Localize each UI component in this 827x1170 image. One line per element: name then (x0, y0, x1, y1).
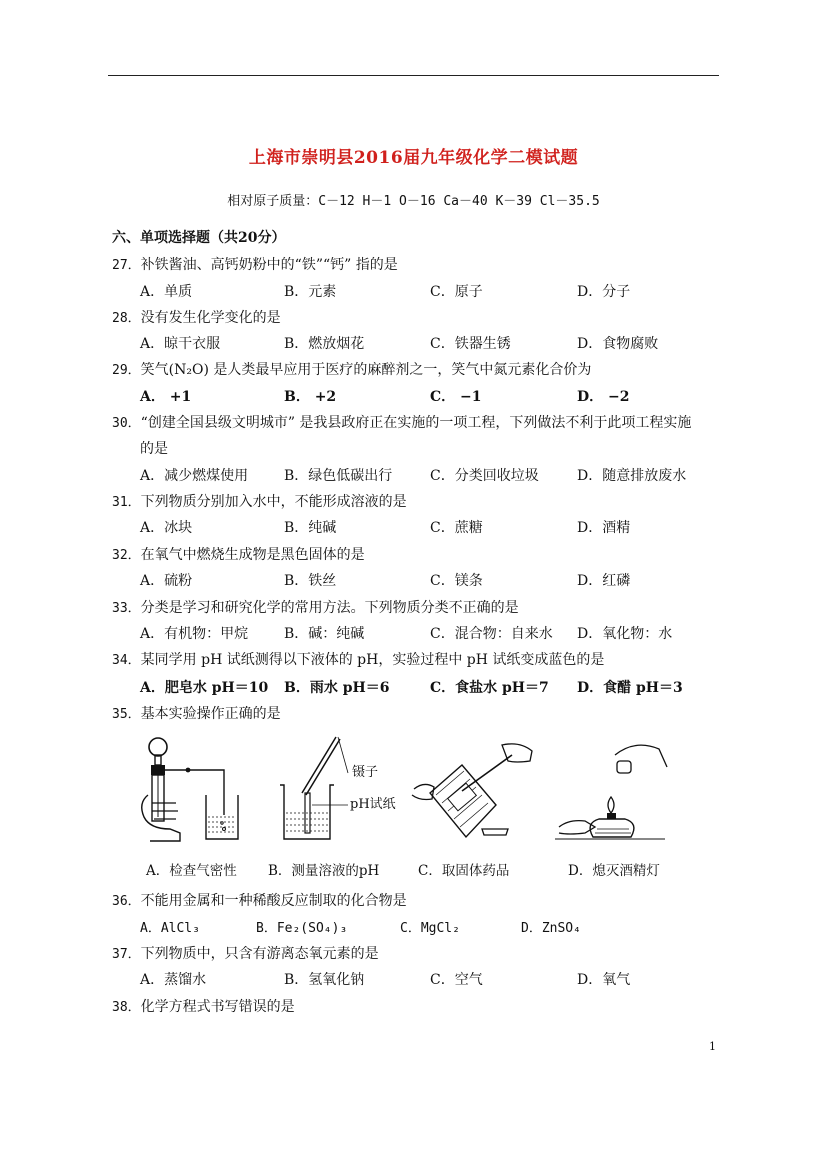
question-35 (112, 703, 281, 723)
question-text: 分类是学习和研究化学的常用方法。下列物质分类不正确的是 (140, 600, 519, 616)
question-text: 不能用金属和一种稀酸反应制取的化合物是 (140, 893, 407, 909)
option-d: D．食物腐败 (577, 336, 659, 352)
option-b: B．燃放烟花 (284, 336, 365, 352)
option-d: D．酒精 (577, 520, 631, 536)
question-number: 37． (112, 947, 141, 962)
question-32 (112, 544, 365, 564)
label-ph-paper: pH试纸 (350, 797, 396, 812)
question-text: 在氧气中燃烧生成物是黑色固体的是 (140, 547, 365, 563)
option-d: D．随意排放废水 (577, 468, 687, 484)
figure-extinguish-lamp (555, 733, 675, 843)
option-d: D．氧气 (577, 972, 631, 988)
option-b: B．碱：纯碱 (284, 626, 365, 642)
question-number: 29． (112, 363, 141, 378)
option-d: D．熄灭酒精灯 (568, 863, 660, 879)
question-text: “创建全国县级文明城市” 是我县政府正在实施的一项工程，下列做法不利于此项工程实施 (140, 415, 692, 431)
question-number: 35． (112, 707, 141, 722)
option-d: D．红磷 (577, 573, 631, 589)
option-c: C．食盐水 pH＝7 (430, 680, 549, 696)
question-number: 38． (112, 1000, 141, 1015)
option-c: C． −1 (430, 389, 482, 405)
option-d: D．氧化物：水 (577, 626, 673, 642)
option-d: D．食醋 pH＝3 (577, 680, 683, 696)
question-28 (112, 307, 281, 327)
option-a: A．冰块 (140, 520, 193, 536)
option-a: A．蒸馏水 (140, 972, 207, 988)
question-33 (112, 597, 519, 617)
figure-measure-ph (276, 733, 406, 843)
question-text-continued: 的是 (140, 441, 168, 457)
option-a: A．AlCl₃ (140, 921, 200, 936)
question-text: 某同学用 pH 试纸测得以下液体的 pH，实验过程中 pH 试纸变成蓝色的是 (140, 652, 605, 668)
question-text: 下列物质中，只含有游离态氧元素的是 (140, 946, 379, 962)
question-number: 27． (112, 258, 141, 273)
question-30 (112, 412, 691, 432)
question-text: 基本实验操作正确的是 (140, 706, 281, 722)
option-a: A．减少燃煤使用 (140, 468, 249, 484)
question-number: 32． (112, 548, 141, 563)
question-number: 33． (112, 601, 141, 616)
page-title: 上海市崇明县2016届九年级化学二模试题 (248, 148, 579, 168)
option-a: A．肥皂水 pH＝10 (140, 680, 269, 696)
option-b: B．绿色低碳出行 (284, 468, 393, 484)
section-heading: 六、单项选择题（共20分） (112, 230, 286, 246)
atomic-mass-line: 相对原子质量：C－12 H－1 O－16 Ca－40 K－39 Cl－35.5 (227, 194, 600, 209)
option-b: B．雨水 pH＝6 (284, 680, 390, 696)
option-b: B．氢氧化钠 (284, 972, 365, 988)
question-37 (112, 943, 379, 963)
question-38 (112, 996, 295, 1016)
option-c: C．空气 (430, 972, 483, 988)
option-a: A．硫粉 (140, 573, 193, 589)
option-b: B．Fe₂(SO₄)₃ (256, 921, 348, 936)
option-c: C．取固体药品 (418, 863, 510, 879)
figure-airtightness-check (136, 733, 246, 843)
option-d: D．分子 (577, 284, 631, 300)
question-29 (112, 359, 591, 379)
header-rule (108, 75, 719, 76)
label-tweezers: 镊子 (352, 765, 379, 780)
option-a: A．晾干衣服 (140, 336, 221, 352)
question-text: 化学方程式书写错误的是 (140, 999, 295, 1015)
question-number: 28． (112, 311, 141, 326)
question-36 (112, 890, 407, 910)
option-c: C．分类回收垃圾 (430, 468, 539, 484)
figure-take-solid (410, 733, 540, 843)
question-text: 没有发生化学变化的是 (140, 310, 281, 326)
option-d: D． −2 (577, 389, 630, 405)
question-text: 笑气(N₂O) 是人类最早应用于医疗的麻醉剂之一，笑气中氮元素化合价为 (140, 362, 592, 378)
option-c: C．MgCl₂ (400, 921, 460, 936)
option-b: B．测量溶液的pH (268, 863, 380, 879)
page-number: 1 (709, 1040, 716, 1053)
question-number: 31． (112, 495, 141, 510)
option-b: B．纯碱 (284, 520, 337, 536)
question-number: 34． (112, 653, 141, 668)
option-c: C．镁条 (430, 573, 483, 589)
option-c: C．混合物：自来水 (430, 626, 553, 642)
option-a: A．单质 (140, 284, 193, 300)
question-27 (112, 254, 398, 274)
option-a: A．检查气密性 (146, 863, 237, 879)
option-b: B． +2 (284, 389, 337, 405)
question-31 (112, 491, 407, 511)
option-c: C．蔗糖 (430, 520, 483, 536)
option-d: D．ZnSO₄ (521, 921, 581, 936)
option-b: B．铁丝 (284, 573, 337, 589)
question-number: 30． (112, 416, 141, 431)
option-a: A． +1 (140, 389, 192, 405)
question-text: 补铁酱油、高钙奶粉中的“铁”“钙” 指的是 (140, 257, 398, 273)
question-34 (112, 649, 604, 669)
option-a: A．有机物：甲烷 (140, 626, 249, 642)
option-b: B．元素 (284, 284, 337, 300)
option-c: C．铁器生锈 (430, 336, 511, 352)
question-text: 下列物质分别加入水中，不能形成溶液的是 (140, 494, 407, 510)
option-c: C．原子 (430, 284, 483, 300)
question-number: 36． (112, 894, 141, 909)
